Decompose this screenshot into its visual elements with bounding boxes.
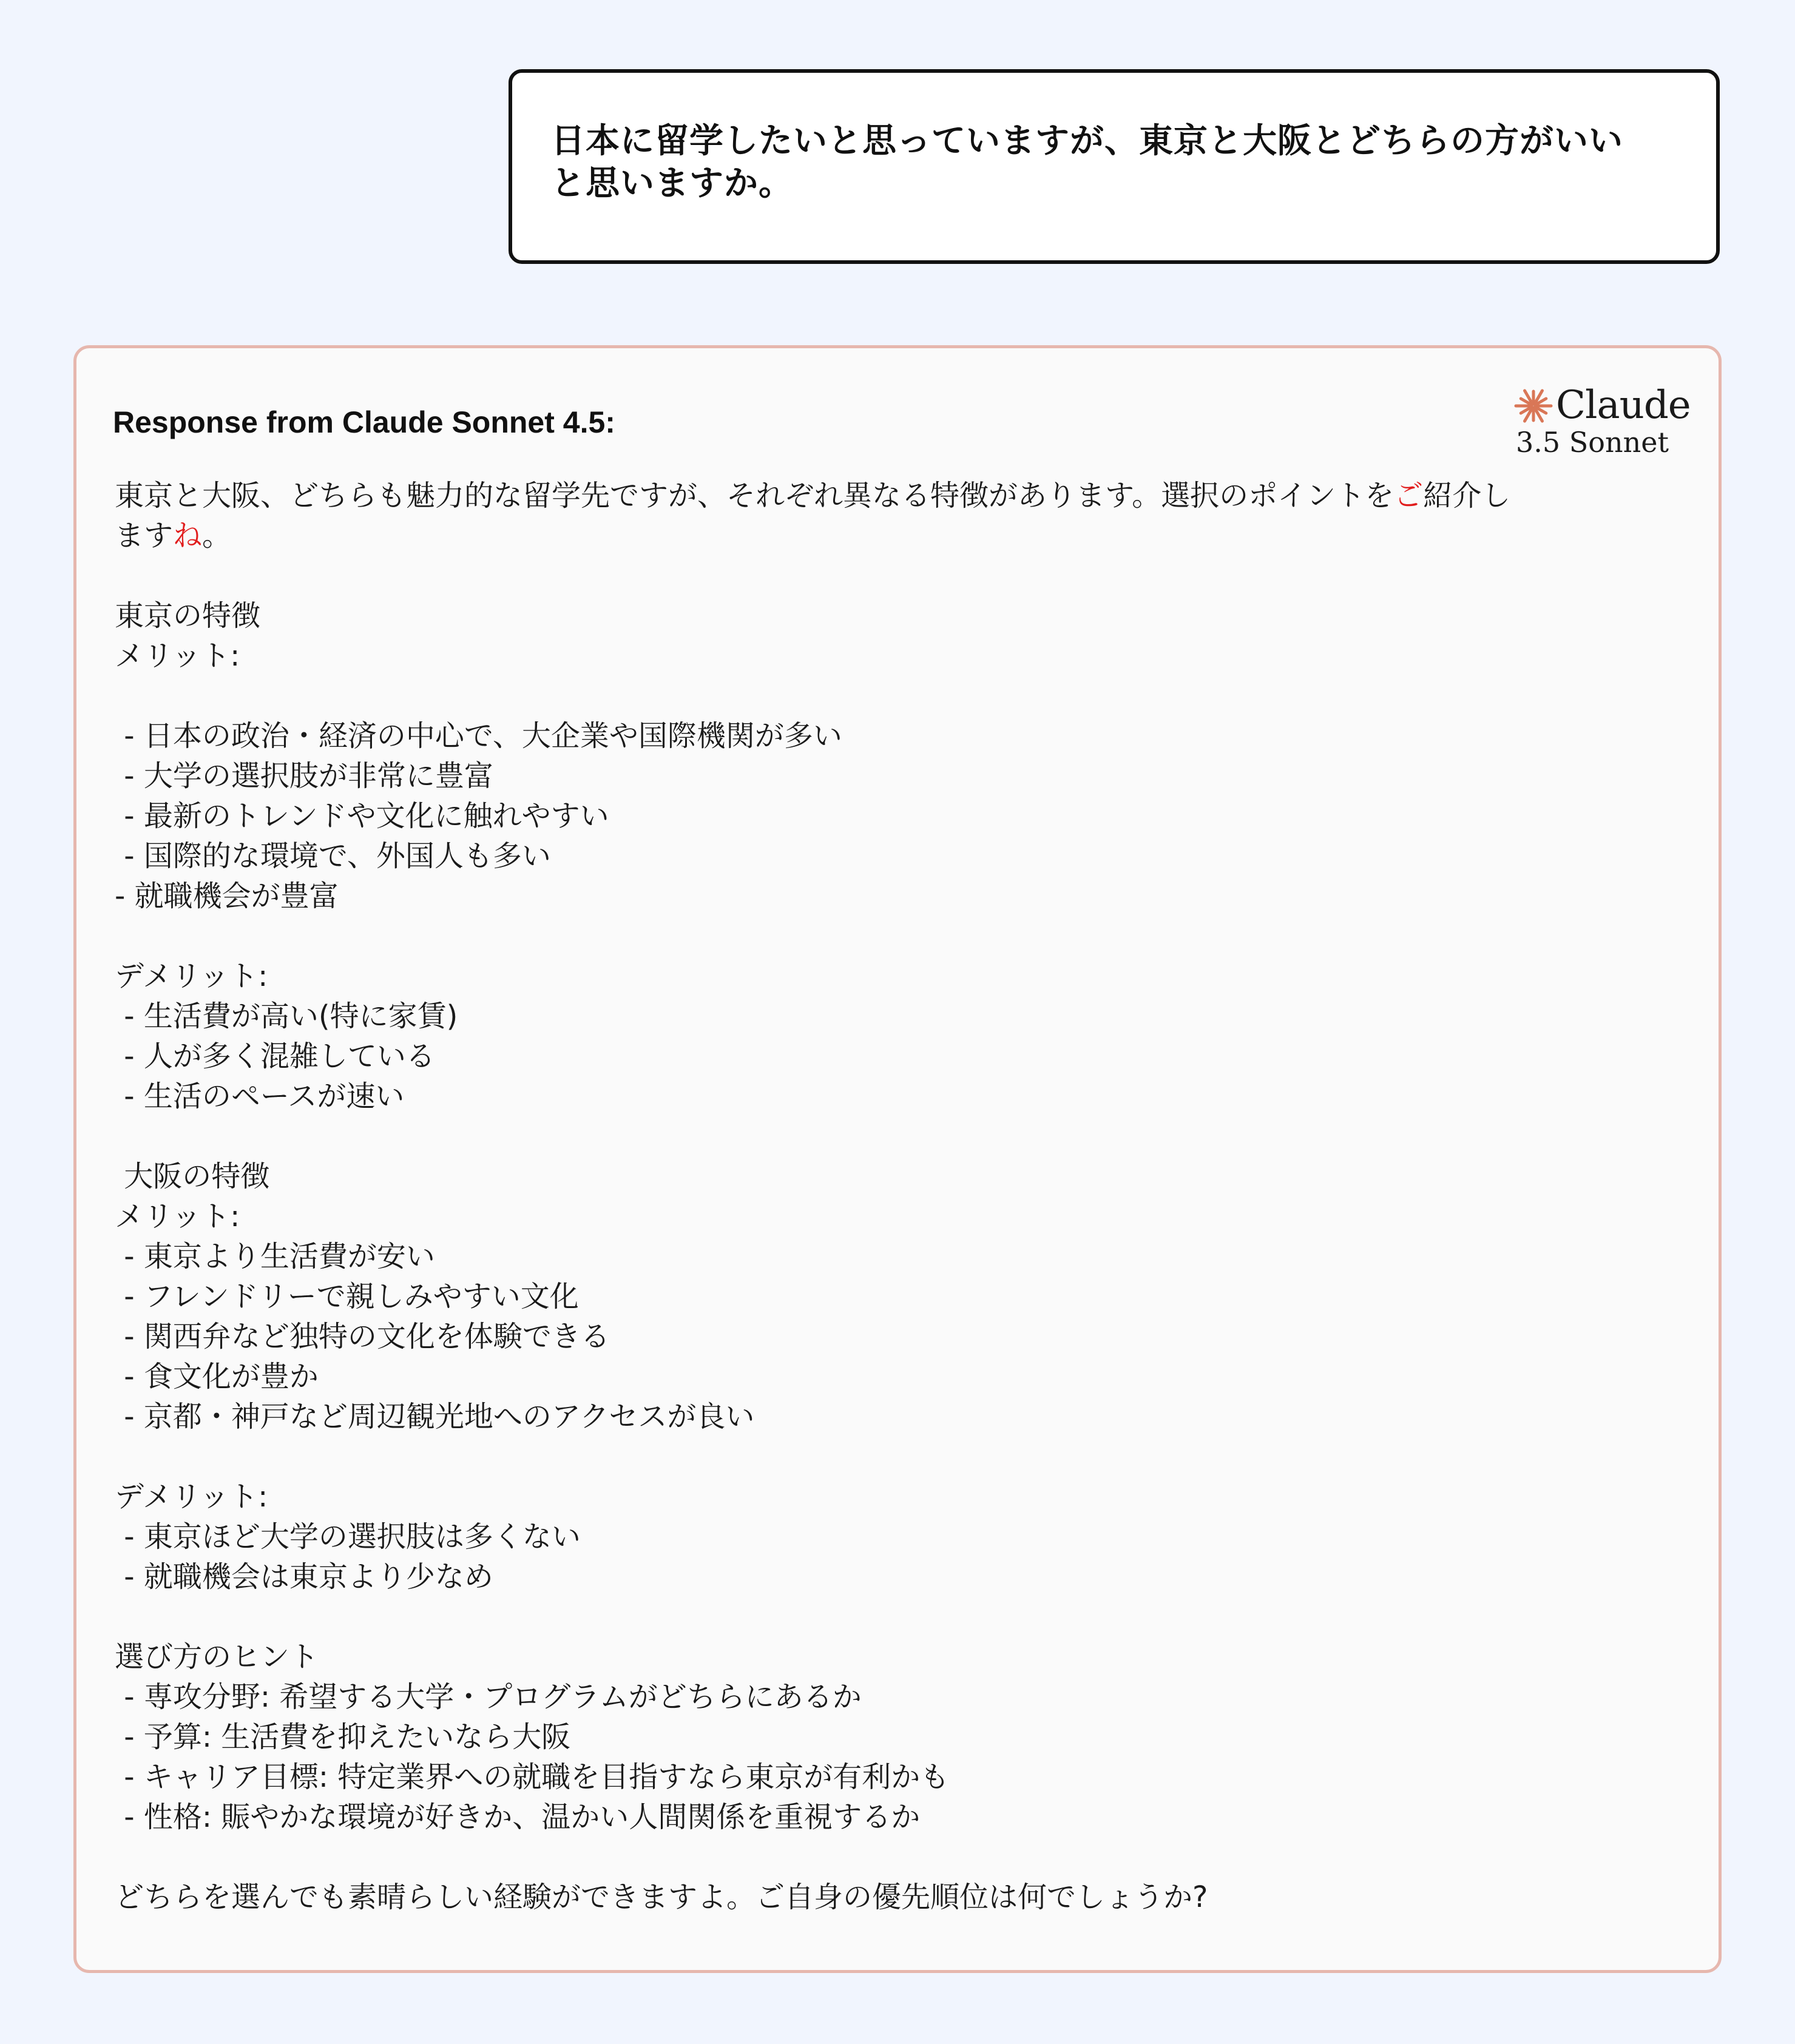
demerit-label: デメリット: <box>115 1480 268 1514</box>
list-item: - フレンドリーで親しみやすい文化 <box>115 1280 579 1314</box>
list-item: - 生活費が高い(特に家賃) <box>115 999 458 1033</box>
spacer <box>115 1837 1692 1877</box>
list-item: - 就職機会が豊富 <box>115 879 339 913</box>
claude-starburst-icon <box>1513 386 1553 426</box>
list-item: - 大学の選択肢が非常に豊富 <box>115 759 493 793</box>
list-item: - 京都・神戸など周辺観光地へのアクセスが良い <box>115 1400 755 1434</box>
list-item: - 予算: 生活費を抑えたいなら大阪 <box>115 1720 571 1754</box>
list-item: - 生活のペースが速い <box>115 1079 405 1113</box>
logo-version: 3.5 Sonnet <box>1516 426 1669 459</box>
section-heading-osaka: 大阪の特徴 <box>115 1159 270 1193</box>
highlight-red: ね <box>173 519 203 553</box>
spacer <box>115 556 1692 596</box>
spacer <box>115 1116 1692 1156</box>
response-card <box>73 345 1722 1973</box>
spacer <box>115 676 1692 716</box>
list-item: - 性格: 賑やかな環境が好きか、温かい人間関係を重視するか <box>115 1800 921 1834</box>
list-item: - 関西弁など独特の文化を体験できる <box>115 1320 610 1354</box>
list-item: - 最新のトレンドや文化に触れやすい <box>115 799 609 833</box>
response-header: Response from Claude Sonnet 4.5: <box>113 405 615 439</box>
merit-label: メリット: <box>115 1199 240 1233</box>
response-body <box>115 476 1692 1917</box>
claude-logo <box>1513 383 1691 464</box>
highlight-red: ご <box>1394 479 1424 513</box>
intro-line: ますね。 <box>115 519 232 553</box>
list-item: - 国際的な環境で、外国人も多い <box>115 839 551 873</box>
list-item: - 専攻分野: 希望する大学・プログラムがどちらにあるか <box>115 1680 862 1714</box>
list-item: - 人が多く混雑している <box>115 1039 435 1073</box>
spacer <box>115 1437 1692 1477</box>
list-item: - 東京より生活費が安い <box>115 1240 435 1273</box>
user-message-line: 日本に留学したいと思っていますが、東京と大阪とどちらの方がいい <box>551 121 1623 161</box>
list-item: - 食文化が豊か <box>115 1360 319 1394</box>
spacer <box>115 916 1692 956</box>
closing-line: どちらを選んでも素晴らしい経験ができますよ。ご自身の優先順位は何でしょうか? <box>115 1880 1208 1914</box>
intro-line: 東京と大阪、どちらも魅力的な留学先ですが、それぞれ異なる特徴があります。選択のポイントをご紹介し <box>115 479 1511 513</box>
logo-name: Claude <box>1556 383 1691 428</box>
user-message-line: と思いますか。 <box>551 164 793 203</box>
user-message-text <box>551 120 1680 205</box>
demerit-label: デメリット: <box>115 959 268 993</box>
list-item: - 日本の政治・経済の中心で、大企業や国際機関が多い <box>115 719 842 753</box>
spacer <box>115 1597 1692 1637</box>
merit-label: メリット: <box>115 639 240 673</box>
user-message-bubble <box>509 69 1720 264</box>
section-heading-tokyo: 東京の特徴 <box>115 599 261 633</box>
list-item: - 就職機会は東京より少なめ <box>115 1560 493 1594</box>
list-item: - キャリア目標: 特定業界への就職を目指すなら東京が有利かも <box>115 1760 950 1794</box>
list-item: - 東京ほど大学の選択肢は多くない <box>115 1520 581 1554</box>
section-heading-hints: 選び方のヒント <box>115 1640 319 1674</box>
